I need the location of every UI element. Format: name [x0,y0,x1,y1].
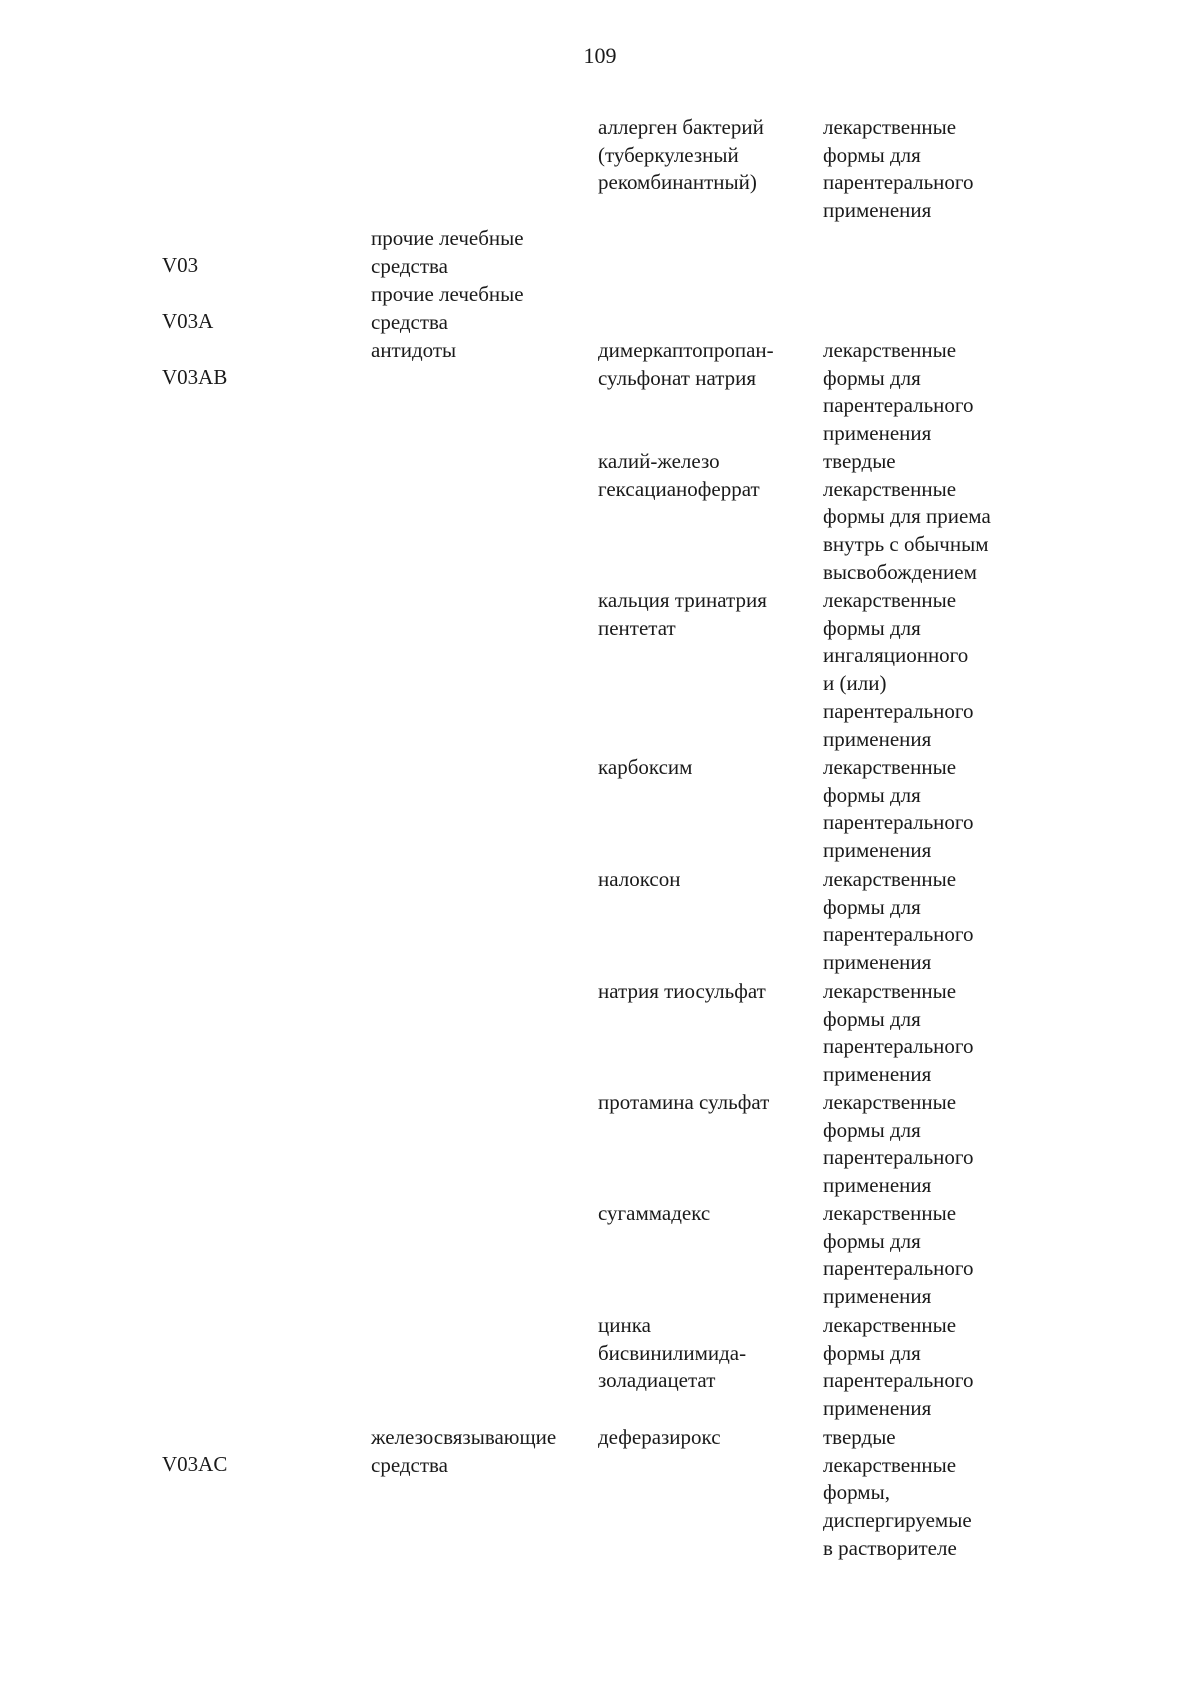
drug-name: цинка бисвинилимида- золадиацетат [598,1313,747,1393]
atc-code: V03A [162,309,214,333]
dosage-form: лекарственные формы для парентерального применения [823,867,974,975]
atc-code: V03AB [162,365,228,389]
dosage-form: лекарственные формы для ингаляционного и (или) парентерального применения [823,588,974,751]
dosage-form: твердые лекарственные формы для приема внутрь с обычным высвобождением [823,449,991,584]
group-name: антидоты [371,338,457,362]
dosage-form: лекарственные формы для парентерального применения [823,979,974,1087]
drug-name: карбоксим [598,755,693,779]
group-name: железосвязывающие средства [371,1425,557,1477]
drug-name: аллерген бактерий (туберкулезный рекомбинантный) [598,115,764,195]
drug-name: натрия тиосульфат [598,979,766,1003]
drug-name: калий-железо гексацианоферрат [598,449,760,501]
atc-code: V03AC [162,1452,228,1476]
dosage-form: лекарственные формы для парентерального применения [823,1090,974,1198]
page-number: 109 [583,43,617,68]
drug-name: деферазирокс [598,1425,721,1449]
group-name: прочие лечебные средства [371,282,524,334]
dosage-form: лекарственные формы для парентерального применения [823,338,974,446]
drug-name: кальция тринатрия пентетат [598,588,767,640]
dosage-form: лекарственные формы для парентерального применения [823,755,974,863]
drug-name: протамина сульфат [598,1090,770,1114]
dosage-form: твердые лекарственные формы, диспергируемые в растворителе [823,1425,972,1560]
dosage-form: лекарственные формы для парентерального применения [823,1201,974,1309]
drug-name: сугаммадекс [598,1201,711,1225]
group-name: прочие лечебные средства [371,226,524,278]
drug-name: налоксон [598,867,681,891]
dosage-form: лекарственные формы для парентерального применения [823,1313,974,1421]
atc-code: V03 [162,253,199,277]
dosage-form: лекарственные формы для парентерального применения [823,115,974,223]
drug-name: димеркаптопропан- сульфонат натрия [598,338,774,390]
